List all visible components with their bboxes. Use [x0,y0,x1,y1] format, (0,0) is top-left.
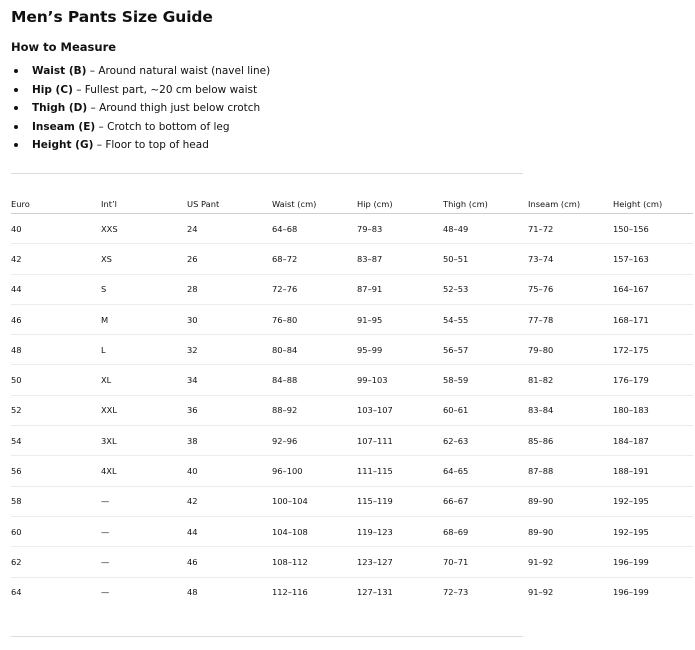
table-cell: 56 [11,456,101,486]
table-cell: 103–107 [357,395,443,425]
table-cell: 46 [187,547,272,577]
table-cell: 87–91 [357,274,443,304]
table-row [11,365,693,395]
table-cell: 100–104 [272,486,357,516]
table-cell: 164–167 [613,274,693,304]
table-cell: 60–61 [443,395,528,425]
column-header: Waist (cm) [272,194,357,214]
table-cell: 62 [11,547,101,577]
divider [11,636,523,637]
table-cell: 58–59 [443,365,528,395]
table-cell: 40 [11,214,101,244]
table-cell: M [101,304,187,334]
table-cell: 26 [187,244,272,274]
column-header: Euro [11,194,101,214]
table-cell: 104–108 [272,516,357,546]
table-row [11,214,693,244]
table-cell: 91–92 [528,547,613,577]
table-cell: 72–73 [443,587,469,598]
table-cell: 30 [187,304,272,334]
column-header: Inseam (cm) [528,194,613,214]
table-cell: 42 [187,486,272,516]
table-cell: 192–195 [613,486,693,516]
table-cell: XXL [101,395,187,425]
table-cell: 56–57 [443,335,528,365]
table-cell: 75–76 [528,274,613,304]
table-cell: 127–131 [357,587,393,598]
table-cell: 50 [11,365,101,395]
measure-name: Thigh (D) [32,102,88,114]
bullet-icon [14,125,18,129]
table-cell: 96–100 [272,456,357,486]
table-cell: 71–72 [528,214,613,244]
measure-description: – Floor to top of head [93,139,209,151]
table-cell: 196–199 [613,547,693,577]
table-row [11,304,693,334]
table-cell: 36 [187,395,272,425]
table-cell: 70–71 [443,547,528,577]
measure-list [11,62,270,155]
column-header: Hip (cm) [357,194,443,214]
table-cell: 40 [187,456,272,486]
table-cell: 54 [11,426,101,456]
table-row [11,516,693,546]
table-cell: 46 [11,304,101,334]
table-cell: 168–171 [613,304,693,334]
table-row [11,456,693,486]
table-cell: 44 [187,516,272,546]
table-cell: 180–183 [613,395,693,425]
measure-item [11,99,270,118]
table-cell: 72–76 [272,274,357,304]
table-cell: 48 [11,335,101,365]
table-cell: 107–111 [357,426,443,456]
table-cell: 73–74 [528,244,613,274]
table-cell: 64–68 [272,214,357,244]
table-cell: XS [101,244,187,274]
measure-name: Hip (C) [32,83,73,96]
table-cell: L [101,335,187,365]
table-cell: 91–95 [357,304,443,334]
table-row [11,244,693,274]
table-cell: 66–67 [443,486,528,516]
table-cell: 42 [11,244,101,274]
table-cell: 115–119 [357,486,443,516]
table-cell: 85–86 [528,426,613,456]
table-cell: 50–51 [443,244,528,274]
table-header-row [11,194,693,214]
table-row [11,395,693,425]
column-header: Thigh (cm) [443,194,528,214]
table-cell: 60 [11,516,101,546]
table-cell: 184–187 [613,426,693,456]
table-row [11,335,693,365]
table-cell: — [101,547,187,577]
table-cell: 89–90 [528,486,613,516]
table-cell: 24 [187,214,272,244]
table-cell: 92–96 [272,426,357,456]
page-title: Men’s Pants Size Guide [11,8,213,26]
table-cell: 34 [187,365,272,395]
table-cell: 62–63 [443,426,528,456]
table-cell: 48–49 [443,214,528,244]
table-cell: 32 [187,335,272,365]
table-row [11,486,693,516]
table-row [11,547,693,577]
measure-description: – Crotch to bottom of leg [95,120,230,133]
table-cell: XXS [101,214,187,244]
table-cell: XL [101,365,187,395]
table-cell: — [101,486,187,516]
table-cell: 81–82 [528,365,613,395]
table-cell: 89–90 [528,516,613,546]
table-cell: 91–92 [528,587,554,598]
measure-name: Inseam (E) [32,120,96,133]
table-cell: 76–80 [272,304,357,334]
table-cell: 196–199 [613,587,649,598]
table-cell: 123–127 [357,547,443,577]
measure-item [11,81,270,100]
measure-item [11,62,270,81]
table-cell: 52 [11,395,101,425]
divider [11,173,523,174]
table-cell: 157–163 [613,244,693,274]
measure-name: Height (G) [32,139,94,151]
table-cell: 79–80 [528,335,613,365]
bullet-icon [14,143,18,147]
table-cell: 80–84 [272,335,357,365]
column-header: US Pant [187,194,272,214]
table-cell: 52–53 [443,274,528,304]
table-cell: 112–116 [272,587,308,598]
table-cell: — [101,587,110,598]
table-cell: 68–69 [443,516,528,546]
measure-description: – Around thigh just below crotch [87,102,261,114]
table-cell: 58 [11,486,101,516]
table-cell: 44 [11,274,101,304]
table-cell: S [101,274,187,304]
table-body [11,214,693,607]
table-cell: 79–83 [357,214,443,244]
table-cell: 64 [11,587,22,598]
bullet-icon [14,106,18,110]
measure-name: Waist (B) [32,65,87,77]
table-cell: 111–115 [357,456,443,486]
column-header: Height (cm) [613,194,693,214]
table-cell: 172–175 [613,335,693,365]
table-cell: 99–103 [357,365,443,395]
table-cell: 150–156 [613,214,693,244]
measure-item [11,118,270,137]
table-cell: 48 [187,587,198,598]
table-cell: 3XL [101,426,187,456]
table-cell: 192–195 [613,516,693,546]
column-header: Int’l [101,194,187,214]
table-cell: 28 [187,274,272,304]
table-cell: 4XL [101,456,187,486]
size-table [11,194,693,607]
table-cell: — [101,516,187,546]
table-cell: 88–92 [272,395,357,425]
table-cell: 87–88 [528,456,613,486]
table-row [11,274,693,304]
table-cell: 64–65 [443,456,528,486]
table-cell: 38 [187,426,272,456]
table-cell: 83–87 [357,244,443,274]
table-cell: 84–88 [272,365,357,395]
measure-item [11,136,270,155]
bullet-icon [14,88,18,92]
table-cell: 77–78 [528,304,613,334]
table-cell: 119–123 [357,516,443,546]
measure-description: – Fullest part, ~20 cm below waist [72,83,258,96]
bullet-icon [14,69,18,73]
table-cell: 68–72 [272,244,357,274]
measure-description: – Around natural waist (navel line) [86,65,271,77]
table-cell: 108–112 [272,547,357,577]
table-row [11,426,693,456]
table-cell: 54–55 [443,304,528,334]
table-cell: 176–179 [613,365,693,395]
how-to-measure-heading: How to Measure [11,40,117,54]
table-row [11,577,693,607]
table-cell: 83–84 [528,395,613,425]
table-cell: 95–99 [357,335,443,365]
table-cell: 188–191 [613,456,693,486]
